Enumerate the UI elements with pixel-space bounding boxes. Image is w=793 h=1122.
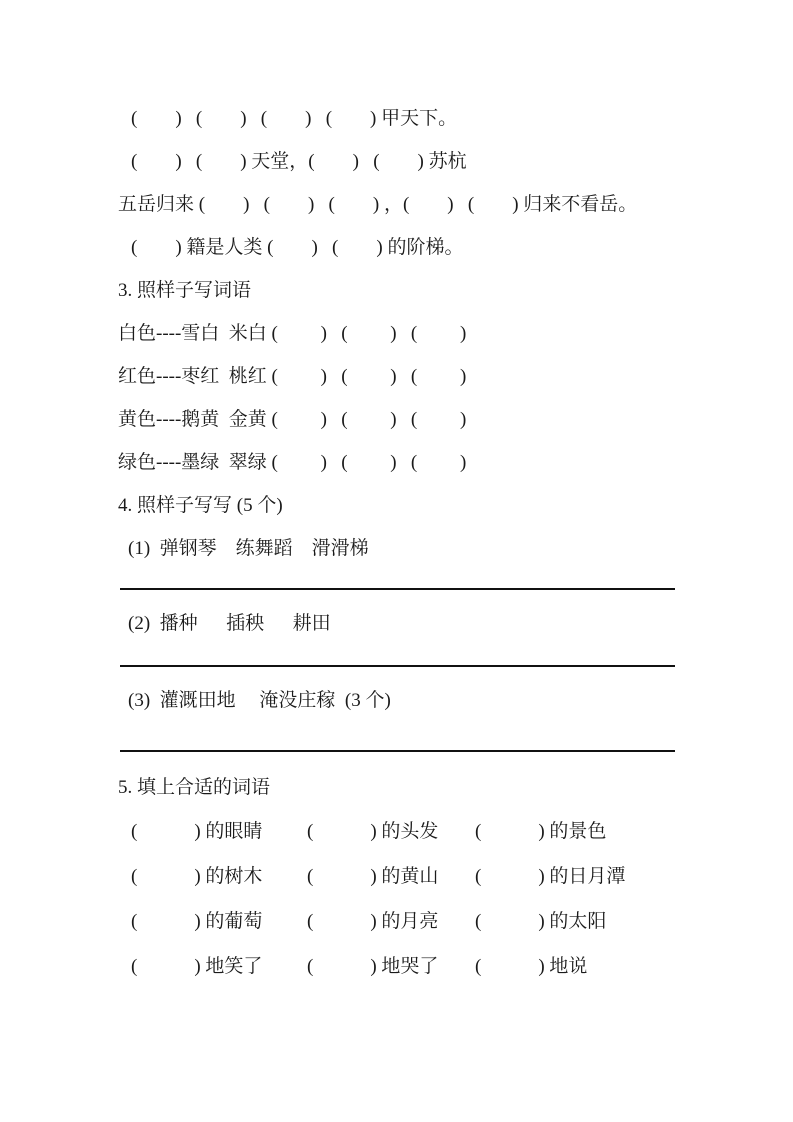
fill-word-cell-eyes: ( ) 的眼睛 xyxy=(131,821,263,842)
answer-line-2 xyxy=(120,665,675,667)
fill-word-row-3 xyxy=(118,899,753,944)
fill-word-cell-laughed: ( ) 地笑了 xyxy=(131,956,263,977)
fill-word-cell-riyuetan: ( ) 的日月潭 xyxy=(475,866,626,887)
color-word-row-yellow: 黄色----鹅黄 金黄 ( ) ( ) ( ) xyxy=(118,409,467,430)
question-4-heading: 4. 照样子写写 (5 个) xyxy=(118,495,283,516)
question-3-heading: 3. 照样子写词语 xyxy=(118,280,252,301)
fill-word-cell-moon: ( ) 的月亮 xyxy=(307,911,439,932)
answer-line-1 xyxy=(120,588,675,590)
fill-word-cell-sun: ( ) 的太阳 xyxy=(475,911,607,932)
fill-word-cell-huangshan: ( ) 的黄山 xyxy=(307,866,439,887)
example-item-3: (3) 灌溉田地 淹没庄稼 (3 个) xyxy=(128,690,391,711)
answer-line-3 xyxy=(120,750,675,752)
fill-word-cell-said: ( ) 地说 xyxy=(475,956,588,977)
fill-word-cell-grapes: ( ) 的葡萄 xyxy=(131,911,263,932)
fill-blank-sentence-shuji: ( ) 籍是人类 ( ) ( ) 的阶梯。 xyxy=(131,237,464,258)
color-word-row-white: 白色----雪白 米白 ( ) ( ) ( ) xyxy=(118,323,467,344)
color-word-row-red: 红色----枣红 桃红 ( ) ( ) ( ) xyxy=(118,366,467,387)
fill-word-cell-hair: ( ) 的头发 xyxy=(307,821,439,842)
question-5-heading: 5. 填上合适的词语 xyxy=(118,777,271,798)
color-word-row-green: 绿色----墨绿 翠绿 ( ) ( ) ( ) xyxy=(118,452,467,473)
fill-blank-sentence-tiantang-suhang: ( ) ( ) 天堂，( ) ( ) 苏杭 xyxy=(131,151,467,172)
example-item-1: (1) 弹钢琴 练舞蹈 滑滑梯 xyxy=(128,538,369,559)
fill-word-cell-scenery: ( ) 的景色 xyxy=(475,821,607,842)
fill-word-row-4 xyxy=(118,944,753,989)
fill-blank-sentence-jiatianxia: ( ) ( ) ( ) ( ) 甲天下。 xyxy=(131,108,458,129)
fill-blank-sentence-wuyue: 五岳归来 ( ) ( ) ( ) ，( ) ( ) 归来不看岳。 xyxy=(118,194,638,215)
fill-word-cell-trees: ( ) 的树木 xyxy=(131,866,263,887)
fill-word-cell-cried: ( ) 地哭了 xyxy=(307,956,439,977)
fill-word-row-2 xyxy=(118,854,753,899)
fill-word-row-1 xyxy=(118,809,753,854)
example-item-2: (2) 播种 插秧 耕田 xyxy=(128,613,331,634)
